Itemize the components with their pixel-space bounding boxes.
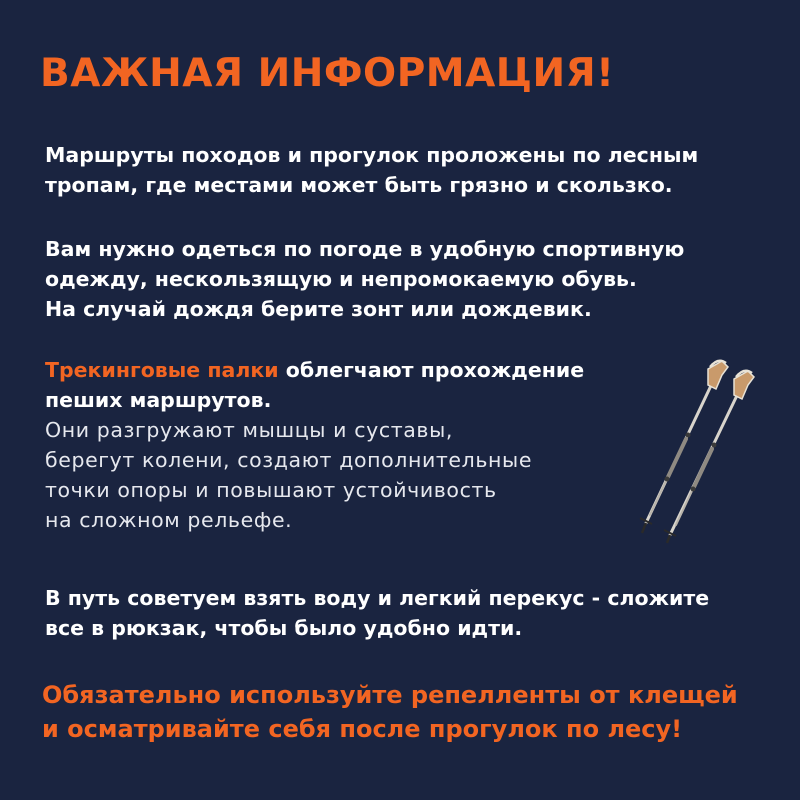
poles-detail-3: точки опоры и повышают устойчивость (45, 478, 497, 502)
routes-paragraph (45, 140, 698, 200)
routes-line-1: Маршруты походов и прогулок проложены по лесным (45, 143, 699, 167)
poles-detail-1: Они разгружают мышцы и суставы, (45, 418, 453, 442)
warning-paragraph (42, 678, 738, 746)
warning-line-1: Обязательно используйте репелленты от клещей (42, 681, 738, 709)
routes-line-2: тропам, где местами может быть грязно и скользко. (45, 173, 673, 197)
clothing-paragraph (45, 234, 684, 324)
poles-line-1-rest: облегчают прохождение (278, 358, 585, 382)
page-title: ВАЖНАЯ ИНФОРМАЦИЯ! (40, 51, 615, 96)
trekking-poles-icon (630, 355, 760, 545)
supplies-line-1: В путь советуем взять воду и легкий перекус - сложите (45, 586, 710, 610)
poles-detail-2: берегут колени, создают дополнительные (45, 448, 533, 472)
poles-detail-4: на сложном рельефе. (45, 508, 293, 532)
warning-line-2: и осматривайте себя после прогулок по лесу! (42, 715, 683, 743)
supplies-paragraph (45, 583, 709, 643)
poles-line-2: пеших маршрутов. (45, 388, 272, 412)
poles-highlight: Трекинговые палки (45, 358, 279, 382)
poles-paragraph (45, 355, 584, 535)
clothing-line-3: На случай дождя берите зонт или дождевик. (45, 297, 592, 321)
clothing-line-2: одежду, нескользящую и непромокаемую обувь. (45, 267, 637, 291)
supplies-line-2: все в рюкзак, чтобы было удобно идти. (45, 616, 523, 640)
poles-line-1 (45, 355, 584, 385)
clothing-line-1: Вам нужно одеться по погоде в удобную спортивную (45, 237, 685, 261)
